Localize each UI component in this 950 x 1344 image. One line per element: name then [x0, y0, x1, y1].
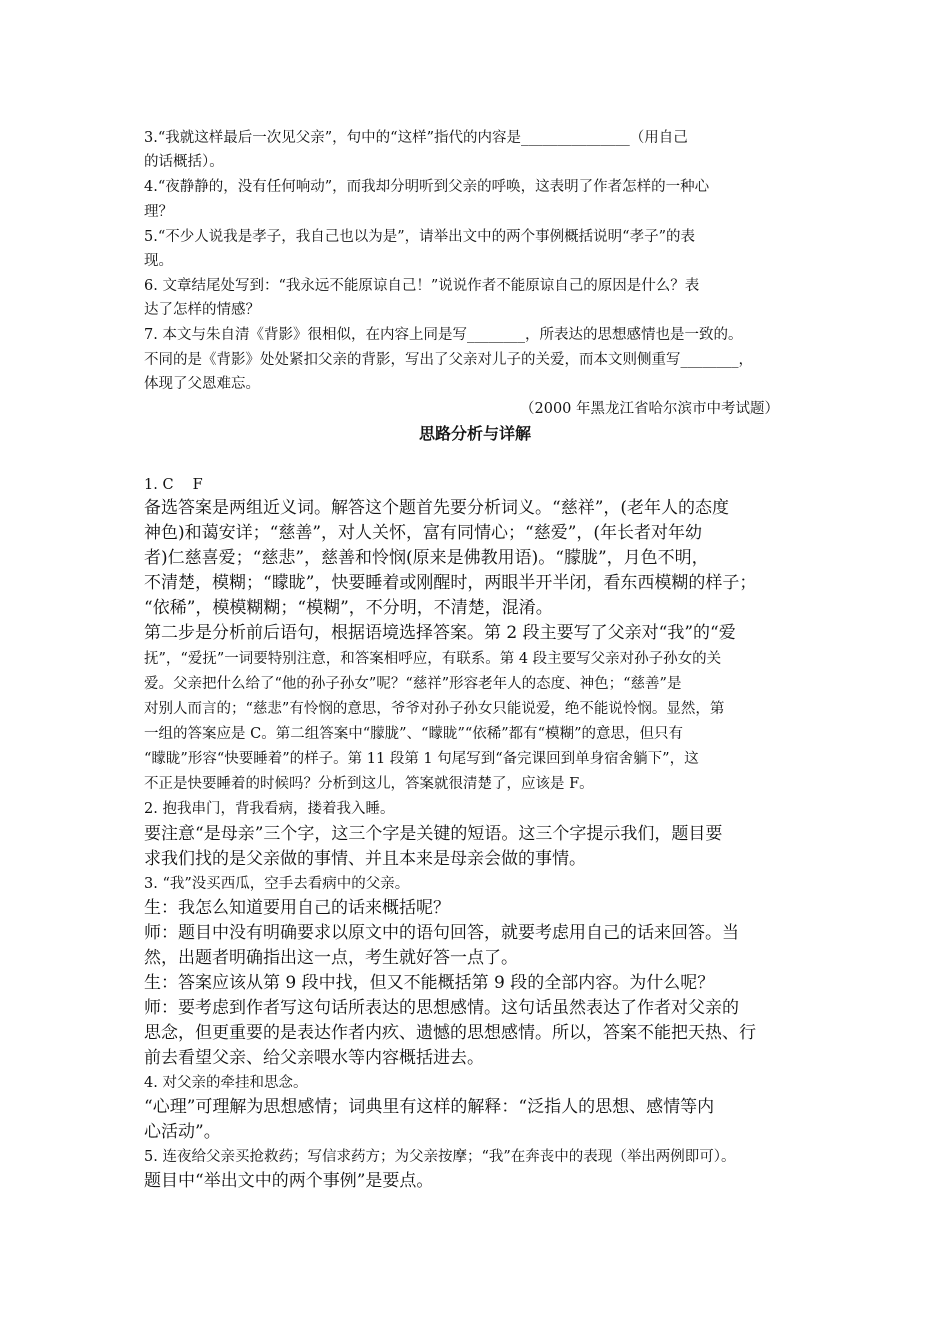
analysis-line: 不正是快要睡着的时候吗？分析到这儿，答案就很清楚了，应该是 F。	[144, 776, 594, 792]
analysis-line: 抚”，“爱抚”一词要特别注意，和答案相呼应，有联系。第 4 段主要写父亲对孙子孙女的关	[144, 651, 722, 667]
source-citation: （2000 年黑龙江省哈尔滨市中考试题）	[520, 401, 780, 417]
dialogue-line: 生：我怎么知道要用自己的话来概括呢？	[144, 898, 450, 918]
analysis-line: 心活动”。	[144, 1122, 221, 1142]
answer-1-heading: 1. C F	[144, 477, 203, 493]
question-4-line-2: 理？	[144, 204, 173, 220]
analysis-line: 对别人而言的；“慈悲”有怜悯的意思，爷爷对孙子孙女只能说爱，绝不能说怜悯。显然，第	[144, 701, 725, 717]
analysis-line: 神色)和蔼安详；“慈善”，对人关怀，富有同情心；“慈爱”，(年长者对年幼	[144, 523, 703, 543]
dialogue-line: 然，出题者明确指出这一点，考生就好答一点了。	[144, 948, 518, 968]
analysis-line: 不清楚，模糊；“矇眬”，快要睡着或刚醒时，两眼半开半闭，看东西模糊的样子；	[144, 573, 757, 593]
analysis-line: 备选答案是两组近义词。解答这个题首先要分析词义。“慈祥”，(老年人的态度	[144, 498, 730, 518]
question-7-line-1: 7. 本文与朱自清《背影》很相似，在内容上同是写________，所表达的思想感情也是一致的。	[144, 327, 743, 343]
question-3-line-2: 的话概括）。	[144, 154, 224, 170]
question-5-line-2: 现。	[144, 253, 173, 269]
analysis-line: 爱。父亲把什么给了“他的孙子孙女”呢？“慈祥”形容老年人的态度、神色；“慈善”是	[144, 676, 682, 692]
analysis-line: 者)仁慈喜爱；“慈悲”，慈善和怜悯(原来是佛教用语)。“朦胧”，月色不明，	[144, 548, 709, 568]
answer-4-heading: 4. 对父亲的牵挂和思念。	[144, 1075, 308, 1091]
analysis-line: “矇眬”形容“快要睡着”的样子。第 11 段第 1 句尾写到“备完课回到单身宿舍躺下”，这	[144, 751, 699, 767]
question-7-line-2: 不同的是《背影》处处紧扣父亲的背影，写出了父亲对儿子的关爱，而本文则侧重写________，	[144, 352, 753, 368]
question-6-line-2: 达了怎样的情感？	[144, 302, 260, 318]
analysis-line: 要注意“是母亲”三个字，这三个字是关键的短语。这三个字提示我们，题目要	[144, 824, 723, 844]
question-7-line-3: 体现了父恩难忘。	[144, 376, 260, 392]
answer-2-heading: 2. 抱我串门，背我看病，搂着我入睡。	[144, 801, 395, 817]
analysis-line: 题目中“举出文中的两个事例”是要点。	[144, 1171, 434, 1191]
section-title: 思路分析与详解	[418, 424, 531, 443]
question-4-line-1: 4.“夜静静的，没有任何响动”，而我却分明听到父亲的呼唤，这表明了作者怎样的一种心	[144, 179, 710, 195]
dialogue-line: 生：答案应该从第 9 段中找，但又不能概括第 9 段的全部内容。为什么呢？	[144, 973, 715, 993]
analysis-line: 第二步是分析前后语句，根据语境选择答案。第 2 段主要写了父亲对“我”的“爱	[144, 623, 736, 643]
analysis-line: 求我们找的是父亲做的事情、并且本来是母亲会做的事情。	[144, 849, 586, 869]
answer-5-heading: 5. 连夜给父亲买抢救药；写信求药方；为父亲按摩；“我”在奔丧中的表现（举出两例即可）。	[144, 1149, 736, 1165]
question-3-line-1: 3.“我就这样最后一次见父亲”，句中的“这样”指代的内容是_______________（用自己	[144, 130, 688, 146]
question-5-line-1: 5.“不少人说我是孝子，我自己也以为是”，请举出文中的两个事例概括说明“孝子”的表	[144, 229, 695, 245]
dialogue-line: 师：题目中没有明确要求以原文中的语句回答，就要考虑用自己的话来回答。当	[144, 923, 739, 943]
analysis-line: “心理”可理解为思想感情；词典里有这样的解释：“泛指人的思想、感情等内	[144, 1097, 715, 1117]
analysis-line: 一组的答案应是 C。第二组答案中“朦胧”、“矇眬”“依稀”都有“模糊”的意思，但只有	[144, 726, 684, 742]
analysis-line: “依稀”，模模糊糊；“模糊”，不分明，不清楚，混淆。	[144, 598, 553, 618]
dialogue-line: 师：要考虑到作者写这句话所表达的思想感情。这句话虽然表达了作者对父亲的	[144, 998, 739, 1018]
question-6-line-1: 6. 文章结尾处写到：“我永远不能原谅自己！”说说作者不能原谅自己的原因是什么？表	[144, 278, 700, 294]
dialogue-line: 思念，但更重要的是表达作者内疚、遗憾的思想感情。所以，答案不能把天热、行	[144, 1023, 756, 1043]
answer-3-heading: 3. “我”没买西瓜，空手去看病中的父亲。	[144, 876, 410, 892]
dialogue-line: 前去看望父亲、给父亲喂水等内容概括进去。	[144, 1048, 484, 1068]
